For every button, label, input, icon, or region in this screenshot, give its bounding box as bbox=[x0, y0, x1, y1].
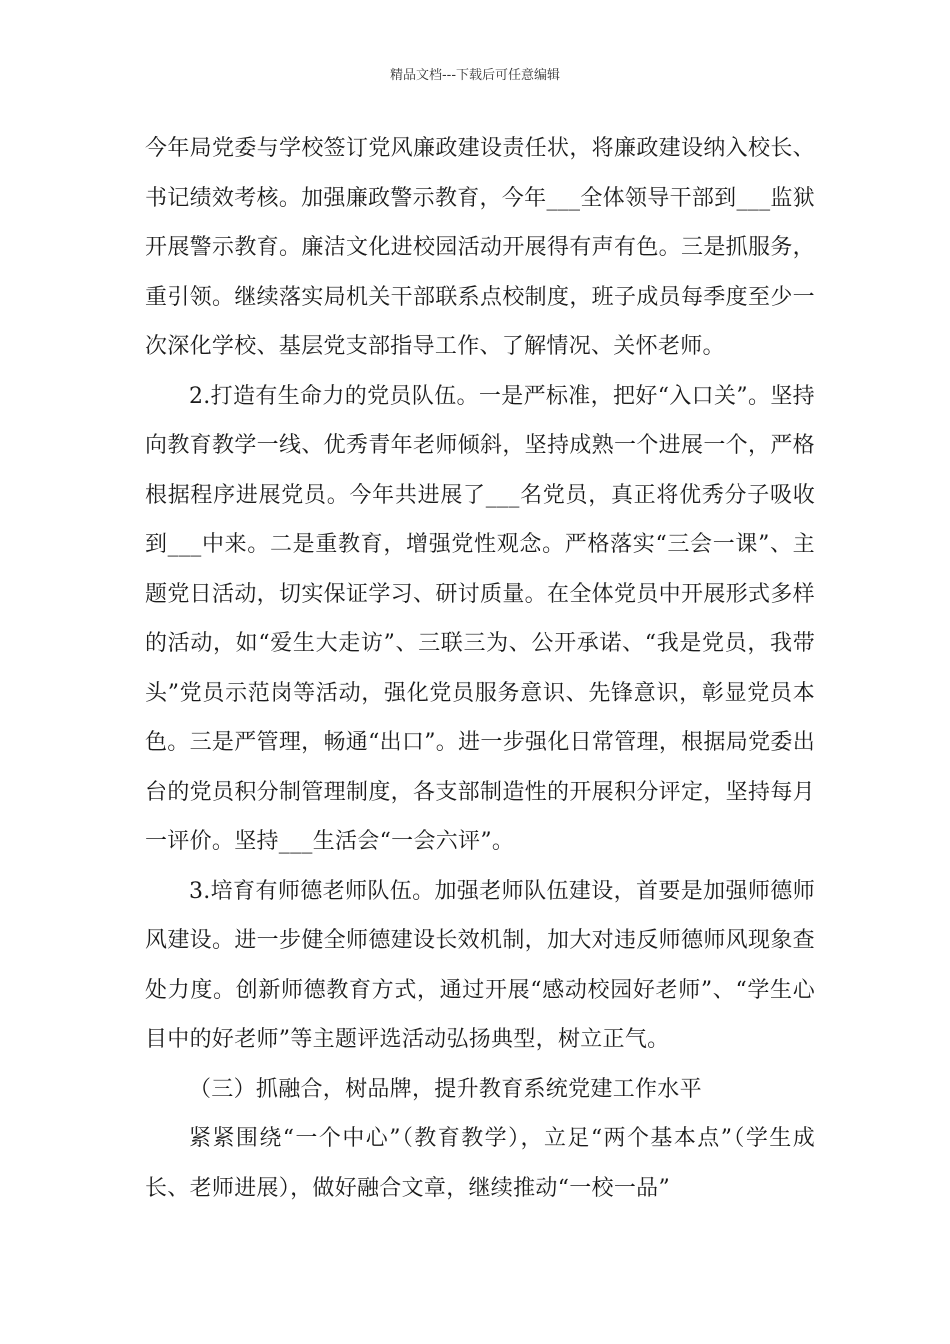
page-header: 精品文档---下载后可任意编辑 bbox=[389, 68, 561, 83]
paragraph-party-members: 2.打造有生命力的党员队伍。一是严标准，把好“入口关”。坚持向教育教学一线、优秀青年老师倾斜，坚持成熟一个进展一个，严格根据程序进展党员。今年共进展了___名党员，真正将优秀分子吸收到___中来。二是重教育，增强党性观念。严格落实“三会一课”、主题党日活动，切实保证学习、研讨质量。在全体党员中开展形式多样的活动，如“爱生大走访”、三联三为、公开承诺、“我是党员，我带头”党员示范岗等活动，强化党员服务意识、先锋意识，彰显党员本色。三是严管理，畅通“出口”。进一步强化日常管理，根据局党委出台的党员积分制管理制度，各支部制造性的开展积分评定，坚持每月一评价。坚持___生活会“一会六评”。 bbox=[145, 383, 815, 854]
paragraph-integration: 紧紧围绕“一个中心”（教育教学），立足“两个基本点”（学生成长、老师进展），做好融合文章，继续推动“一校一品” bbox=[145, 1126, 815, 1201]
section-heading-3: （三）抓融合，树品牌，提升教育系统党建工作水平 bbox=[189, 1076, 702, 1102]
paragraph-teacher-ethics: 3.培育有师德老师队伍。加强老师队伍建设，首要是加强师德师风建设。进一步健全师德建设长效机制，加大对违反师德师风现象查处力度。创新师德教育方式，通过开展“感动校园好老师”、“学生心目中的好老师”等主题评选活动弘扬典型，树立正气。 bbox=[145, 878, 815, 1052]
document-body bbox=[145, 124, 815, 1213]
paragraph-continuation: 今年局党委与学校签订党风廉政建设责任状，将廉政建设纳入校长、书记绩效考核。加强廉政警示教育，今年___全体领导干部到___监狱开展警示教育。廉洁文化进校园活动开展得有声有色。三是抓服务，重引领。继续落实局机关干部联系点校制度，班子成员每季度至少一次深化学校、基层党支部指导工作、了解情况、关怀老师。 bbox=[145, 136, 815, 359]
